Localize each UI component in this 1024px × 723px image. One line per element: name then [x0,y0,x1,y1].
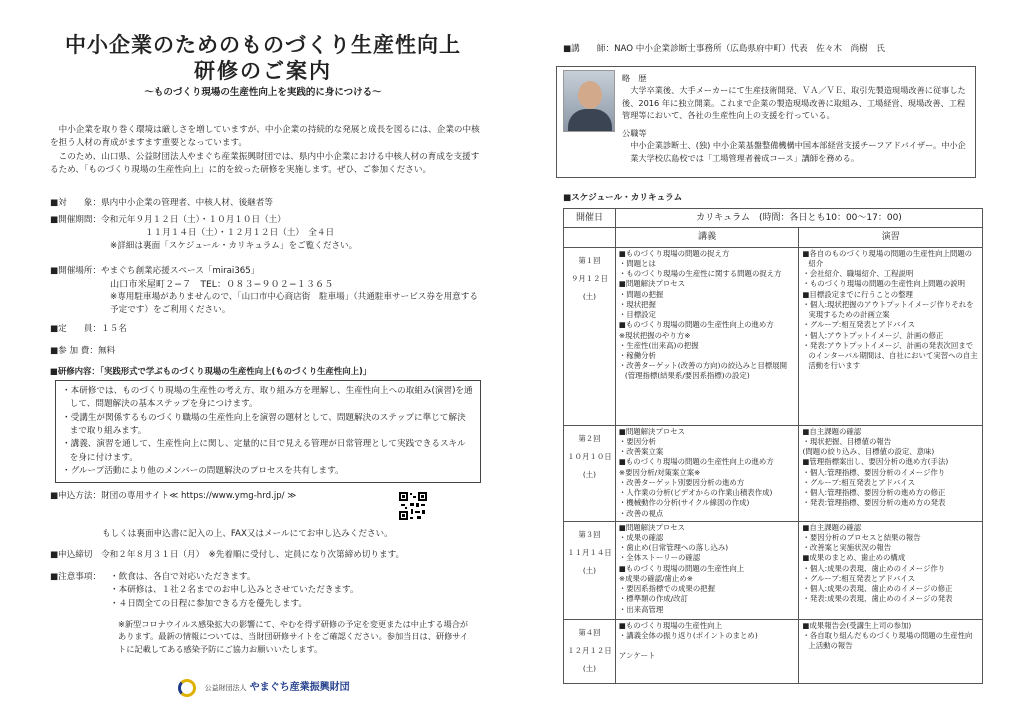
curriculum-item: ※成果の確認/歯止め※ [618,573,693,583]
page-title: 中小企業のためのものづくり生産性向上 [65,33,461,57]
curriculum-item: ・改善案と実施状況の報告 [802,543,892,553]
col-header-day: 開催日 [564,209,616,228]
note-item: ・飲食は、各自で対応いただきます。 [110,572,256,582]
curriculum-item: ・問題の把握 [618,289,664,299]
curriculum-item: ・改善ターゲット別要因分析の進め方 [618,477,745,487]
curriculum-item [619,641,796,651]
session-day-cell: 第３回 １１月１４日 (土) [564,521,616,619]
deadline-row: ■申込締切 令和２年８月３１日（月） ※先着順に受付し、定員になり次第締め切ります。 [50,550,405,560]
venue-address: 山口市米屋町２−７ TEL：０８３−９０２−１３６５ [110,279,334,290]
lecturer-row: ■講 師：NAO 中小企業診断士事務所（広島県府中町）代表 佐々木 尚樹 氏 [563,44,885,54]
curriculum-item: ・改善の視点 [618,508,664,518]
col-header-curriculum: カリキュラム (時間：各日とも10：00〜17：00) [615,209,982,228]
covid-note: ※新型コロナウイルス感染拡大の影響にて、やむを得ず研修の予定を変更または中止する場合があります。最新の情報については、当財団研修サイトをご確認ください。参加当日は、研修サイトに記載してある感染予防にご協力お願いいたします。 [118,619,469,654]
exercise-cell [799,521,983,619]
curriculum-item: ・改善ターゲット(改善の方向)の絞込みと目標展開(管理指標(結果系/要因系指標)の設定) [618,361,787,381]
content-row: ■研修内容：「実践形式で学ぶものづくり現場の生産性向上(ものづくり生産性向上)」 [50,366,372,376]
capacity-row: ■定 員：１５名 [50,324,127,334]
lecture-cell [615,425,799,521]
page-title-line2: 研修のご案内 [194,59,332,83]
curriculum-item: ・機械動作の分析(サイクル線図の作成) [618,498,750,508]
curriculum-item: ・個人:管理指標、要因分析の進め方の修正 [802,488,946,498]
foundation-logo-icon [178,679,196,697]
curriculum-item: ・要因系指標での成果の把握 [618,584,715,594]
curriculum-item: ・発表:アウトプットイメージ、計画の発表次回までのインターバル期間は、自社において実習への自主活動を行います [802,340,978,371]
apply-row[interactable]: ■申込方法：財団の専用サイト≪ https://www.ymg-hrd.jp/ ≫ [50,491,297,501]
curriculum-item: ※要因分析/対策案立案※ [618,467,701,477]
table-row [564,247,983,425]
curriculum-item: ・発表:成果の表現、歯止めのイメージの発表 [802,594,953,604]
curriculum-item: ・出来高管理 [618,604,664,614]
notes-list [110,571,359,611]
curriculum-item: ・標準類の作成/改訂 [618,594,688,604]
curriculum-item: ・個人:成果の表現、歯止めのイメージの修正 [802,584,953,594]
subtitle: 〜ものづくり現場の生産性向上を実践的に身につける〜 [144,87,382,98]
positions-heading: 公職等 [622,128,647,139]
col-header-lecture: 講義 [615,228,799,247]
curriculum-item: ・会社紹介、職場紹介、工程説明 [802,269,914,279]
session-day-cell: 第４回 １２月１２日 (土) [564,619,616,684]
exercise-cell [799,619,983,684]
curriculum-item: ・講義全体の振り返り(ポイントのまとめ) [618,631,758,641]
foundation-name: 公益財団法人 やまぐち産業振興財団 [204,681,350,693]
curriculum-item: ■自主課題の確認 [802,522,862,532]
summary-item: ・本研修では、ものづくり現場の生産性の考え方、取り組み方を理解し、生産性向上への取組み(演習)を通して、問題解決の基本ステップを身につけます。 [62,386,473,410]
summary-item: ・グループ活動により他のメンバーの問題解決のプロセスを共有します。 [62,465,344,476]
curriculum-item: ・個人:アウトプットイメージ、計画の修正 [802,330,944,340]
curriculum-item: アンケート [618,651,656,661]
curriculum-item: ・稼働分析 [618,351,656,360]
lecture-cell [615,619,799,684]
period-note: ※詳細は裏面「スケジュール・カリキュラム」をご覧ください。 [110,241,358,251]
curriculum-item: ・発表:管理指標、要因分析の進め方の発表 [802,498,946,508]
summary-item: ・受講生が関係するものづくり職場の生産性向上を演習の題材として、問題解決のステップに準じて解決まで取り組みます。 [62,412,466,436]
curriculum-item: ■ものづくり現場の問題の生産性向上の進め方 [618,457,774,467]
curriculum-item: ・生産性(出来高)の把握 [618,340,699,350]
curriculum-item: ■各自のものづくり現場の問題の生産性向上問題の紹介 [802,248,973,269]
table-row [564,619,983,684]
curriculum-item: ・個人:現状把握のアウトプットイメージ作りそれを実現するための計画立案 [802,299,974,320]
curriculum-item: ・要因分析 [618,437,656,447]
curriculum-item: ・グループ:相互発表とアドバイス [802,573,915,583]
lecturer-profile [622,72,972,164]
lecture-cell [615,247,799,425]
note-item: ・本研修は、１社２名までのお申し込みとさせていただきます。 [110,585,359,596]
curriculum-item: ・成果の確認 [618,533,664,543]
curriculum-item: ※現状把握のやり方※ [618,330,691,340]
exercise-cell [799,425,983,521]
lecture-cell [615,521,799,619]
curriculum-item: ・個人:管理指標、要因分析のイメージ作り [802,467,946,477]
curriculum-item: ・人作業の分析(ビデオからの作業山積表作成) [618,488,773,498]
curriculum-item: ・ものづくり現場の生産性に関する問題の捉え方 [618,269,782,279]
curriculum-item: ■自主課題の確認 [802,426,862,436]
curriculum-item: ■ものづくり現場の問題の生産性向上 [618,563,745,573]
venue-row: ■開催場所：やまぐち創業応援スペース「mirai365」 [50,266,260,276]
curriculum-item: ■問題解決プロセス [618,522,686,532]
lecturer-photo [563,70,615,132]
session-day-cell: 第１回 ９月１２日 (土) [564,247,616,425]
intro-paragraph-1: 中小企業を取り巻く環境は厳しさを増していますが、中小企業の持続的な発展と成長を図るには、企業の中核を担う人材の育成がますます重要となっています。 [50,125,480,149]
curriculum-item: ■ものづくり現場の問題の生産性向上の進め方 [618,320,774,330]
intro-paragraph-2: このため、山口県、公益財団法人やまぐち産業振興財団では、県内中小企業における中核人材の育成を支援するため、「ものづくり現場の生産性向上」に的を絞った研修を実施します。ぜひ、ご参加ください。 [50,151,480,175]
table-row [564,425,983,521]
curriculum-item: ■成果報告会(受講生上司の参加) [802,620,912,630]
target-row: ■対 象：県内中小企業の管理者、中核人材、後継者等 [50,198,273,208]
curriculum-item: ・歯止め(日常管理への落し込み) [618,543,729,553]
curriculum-item: ・目標設定 [618,310,656,320]
curriculum-item: ・全体ストーリーの確認 [618,553,701,563]
notes-label: ■注意事項： [50,572,102,582]
curriculum-item: ・ものづくり現場の問題の生産性向上問題の説明 [802,279,966,289]
profile-text: 大学卒業後、大手メーカーにて生産技術開発、ＶＡ／ＶＥ、取引先製造現場改善に従事した後、2016 年に独立開業。これまで企業の製造現場改善に取組み、工場経営、現場改善、工程管理等において、各社の生産性向上の支援を行っている。 [622,85,966,120]
curriculum-item: ・個人:成果の表現、歯止めのイメージ作り [802,563,946,573]
col-header-exercise: 演習 [799,228,983,247]
curriculum-item: ■管理指標案出し、要因分析の進め方(手法) [802,457,949,467]
curriculum-item: ・改善案立案 [618,447,664,457]
positions-text: 中小企業診断士、(独) 中小企業基盤整備機構中国本部経営支援チーフアドバイザー。中小企業大学校広島校では「工場管理者養成コース」講師を務める。 [630,140,966,163]
curriculum-item: ■問題解決プロセス [618,279,686,289]
fee-row: ■参 加 費：無料 [50,346,116,356]
foundation-logo [178,679,350,697]
qr-code-icon[interactable] [398,491,428,521]
curriculum-item: ・要因分析のプロセスと結果の報告 [802,533,921,543]
exercise-cell [799,247,983,425]
curriculum-item: (問題の絞り込み、目標値の設定、意味) [802,447,935,457]
schedule-table [563,208,983,684]
venue-note: ※専用駐車場がありませんので、「山口市中心商店街 駐車場」（共通駐車サービス券を用意する予定です）をご利用ください。 [110,292,478,316]
curriculum-item: ・各自取り組んだものづくり現場の問題の生産性向上活動の報告 [802,631,973,651]
curriculum-item: ・グループ:相互発表とアドバイス [802,320,915,330]
curriculum-item: ■ものづくり現場の生産性向上 [618,620,722,630]
curriculum-item: ・問題とは [618,259,656,269]
training-summary-box [55,380,481,483]
curriculum-item: ・現状把握 [618,299,656,309]
curriculum-item: ・現状把握、目標値の報告 [802,437,892,447]
schedule-title: ■スケジュール・カリキュラム [563,193,683,203]
curriculum-item: ■目標設定までに行うことの整理 [802,289,913,299]
curriculum-item: ■問題解決プロセス [618,426,686,436]
curriculum-item: ■ものづくり現場の問題の捉え方 [618,248,730,258]
period-row: ■開催期間：令和元年９月１２日（土）・１０月１０日（土） [50,215,286,225]
summary-item: ・講義、演習を通して、生産性向上に関し、定量的に目で見える管理が日常管理として実践できるスキルを身に付けます。 [62,439,466,463]
session-day-cell: 第２回 １０月１０日 (土) [564,425,616,521]
note-item: ・４日間全ての日程に参加できる方を優先します。 [110,598,307,609]
intro-text [50,124,480,177]
profile-heading: 略 歴 [622,73,647,83]
table-row [564,521,983,619]
period-row-2: １１月１４日（土）・１２月１２日（土） 全４日 [145,228,335,238]
apply-alt-row: もしくは裏面申込書に記入の上、FAX又はメールにてお申し込みください。 [102,529,393,539]
curriculum-item: ■成果のまとめ、歯止めの構成 [802,553,906,563]
curriculum-item: ・グループ:相互発表とアドバイス [802,477,915,487]
